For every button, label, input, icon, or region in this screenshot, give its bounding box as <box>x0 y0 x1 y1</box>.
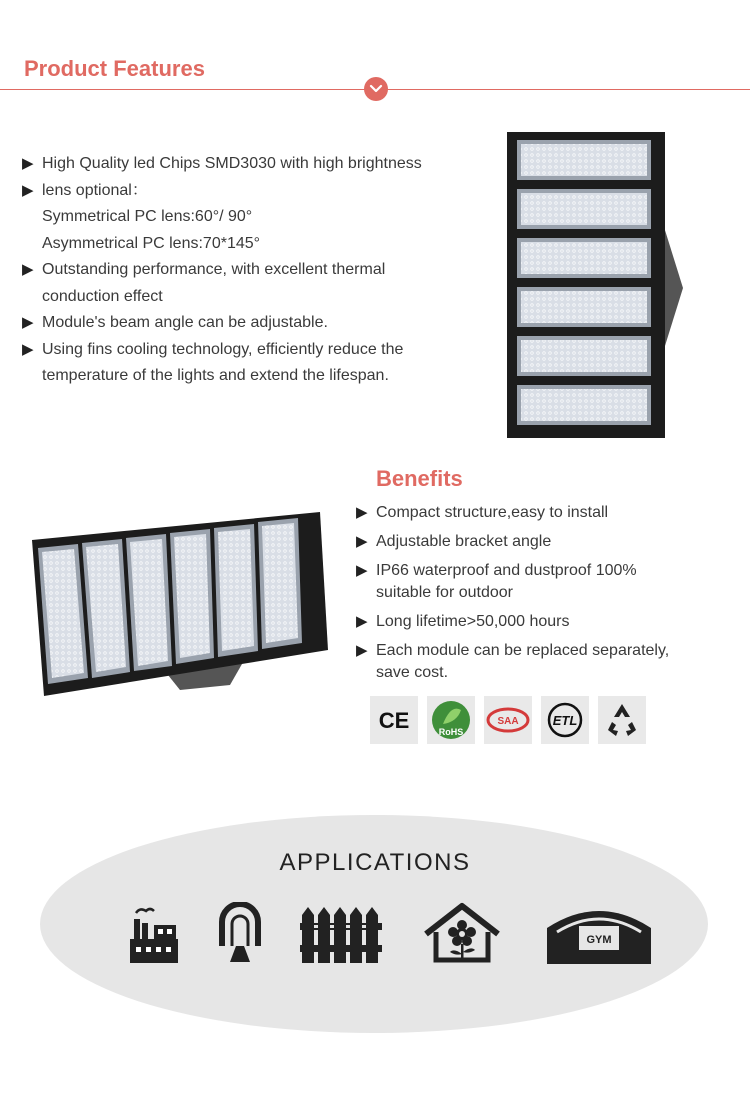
section-title-benefits: Benefits <box>376 466 463 491</box>
benefit-text: suitable for outdoor <box>376 584 513 601</box>
benefit-text: Each module can be replaced separately, <box>376 642 670 659</box>
features-list <box>22 151 492 390</box>
svg-text:ETL: ETL <box>552 713 578 728</box>
etl-icon <box>541 696 589 744</box>
benefit-item <box>356 502 736 524</box>
bullet-triangle-icon: ▶ <box>356 562 368 579</box>
feature-item <box>22 310 492 337</box>
feature-text: Outstanding performance, with excellent thermal <box>42 261 386 278</box>
rohs-icon <box>427 696 475 744</box>
gym-label: GYM <box>586 934 612 946</box>
feature-text: Using fins cooling technology, efficiently reduce the <box>42 340 404 358</box>
ce-icon <box>370 696 418 744</box>
feature-text: conduction effect <box>42 287 163 305</box>
feature-text: lens optional： <box>42 181 148 199</box>
benefit-item <box>356 611 736 633</box>
feature-text: High Quality led Chips SMD3030 with high brightness <box>42 155 422 172</box>
feature-item <box>22 337 492 390</box>
tunnel-icon <box>218 902 262 964</box>
bullet-triangle-icon: ▶ <box>22 181 34 199</box>
feature-text: Asymmetrical PC lens:70*145° <box>42 234 261 252</box>
benefit-text: save cost. <box>376 664 449 681</box>
saa-icon <box>484 696 532 744</box>
svg-text:RoHS: RoHS <box>438 727 464 737</box>
benefit-item <box>356 560 736 604</box>
bullet-triangle-icon: ▶ <box>22 155 34 172</box>
feature-text: temperature of the lights and extend the lifespan. <box>42 367 389 384</box>
product-image-vertical <box>505 128 685 446</box>
feature-item <box>22 151 492 178</box>
gym-icon <box>545 902 653 964</box>
section-title-product-features: Product Features <box>24 56 205 81</box>
garden-house-icon <box>422 902 502 964</box>
product-image-horizontal <box>30 500 332 700</box>
bullet-triangle-icon: ▶ <box>356 642 368 659</box>
bullet-triangle-icon: ▶ <box>22 314 34 331</box>
benefit-text: Adjustable bracket angle <box>376 533 552 550</box>
fence-icon <box>300 905 382 963</box>
bullet-triangle-icon: ▶ <box>22 340 34 358</box>
chevron-down-icon <box>364 77 388 101</box>
svg-text:SAA: SAA <box>497 716 519 727</box>
certification-badges <box>370 696 646 744</box>
benefit-item <box>356 531 736 553</box>
feature-text: Symmetrical PC lens:60°/ 90° <box>42 208 253 225</box>
section-title-applications: APPLICATIONS <box>279 849 471 876</box>
benefit-text: Compact structure,easy to install <box>376 504 609 521</box>
benefit-text: IP66 waterproof and dustproof 100% <box>376 562 637 579</box>
bullet-triangle-icon: ▶ <box>356 613 368 630</box>
benefit-item <box>356 640 736 684</box>
bullet-triangle-icon: ▶ <box>356 504 368 521</box>
benefits-list <box>356 502 736 691</box>
factory-icon <box>128 905 180 965</box>
benefit-text: Long lifetime>50,000 hours <box>376 613 570 630</box>
feature-text: Module's beam angle can be adjustable. <box>42 314 328 331</box>
recycle-icon <box>598 696 646 744</box>
bullet-triangle-icon: ▶ <box>22 261 34 278</box>
svg-text:CE: CE <box>378 708 410 733</box>
feature-item <box>22 178 492 258</box>
bullet-triangle-icon: ▶ <box>356 533 368 550</box>
feature-item <box>22 257 492 310</box>
